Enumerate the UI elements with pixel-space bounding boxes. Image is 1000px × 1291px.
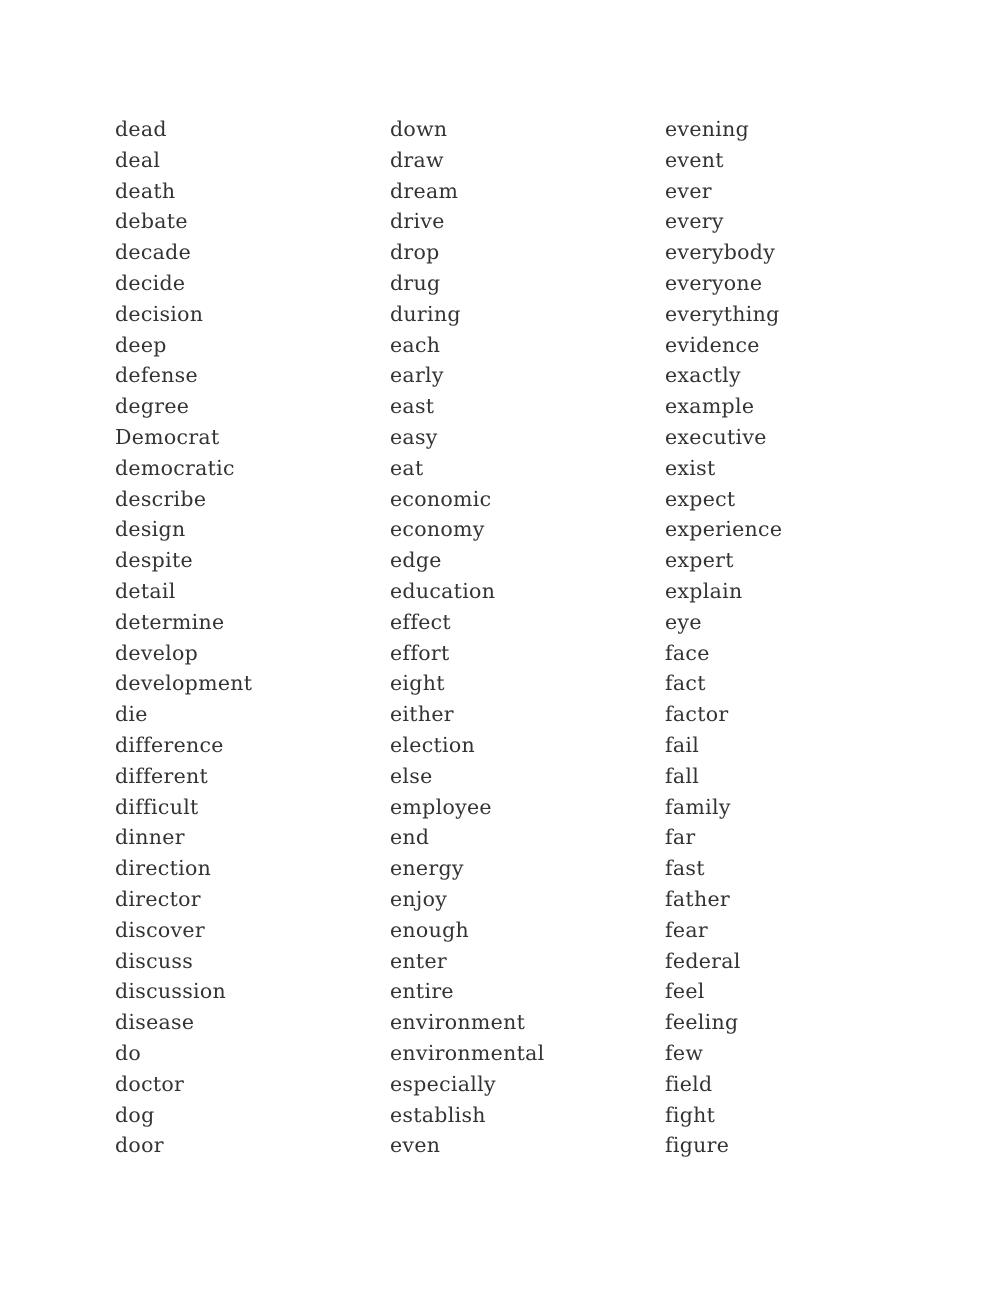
word-item: degree: [115, 394, 190, 419]
word-item: factor: [665, 702, 729, 727]
word-item: doctor: [115, 1071, 185, 1096]
word-item: environment: [390, 1010, 526, 1035]
word-item: face: [665, 640, 710, 665]
word-item: design: [115, 517, 186, 542]
word-item: decide: [115, 270, 186, 295]
word-item: drive: [390, 209, 445, 234]
word-item: figure: [665, 1133, 730, 1158]
word-item: everyone: [665, 270, 763, 295]
word-item: drug: [390, 270, 441, 295]
word-item: early: [390, 363, 444, 388]
word-item: east: [390, 394, 435, 419]
word-item: exactly: [665, 363, 741, 388]
word-item: develop: [115, 640, 199, 665]
word-item: death: [115, 178, 176, 203]
word-item: family: [665, 794, 731, 819]
word-item: director: [115, 886, 201, 911]
word-item: father: [665, 886, 730, 911]
word-item: executive: [665, 424, 767, 449]
word-item: especially: [390, 1071, 496, 1096]
word-item: energy: [390, 856, 464, 881]
word-item: entire: [390, 979, 454, 1004]
word-item: Democrat: [115, 424, 220, 449]
word-item: discussion: [115, 979, 227, 1004]
word-item: effort: [390, 640, 450, 665]
word-item: feel: [665, 979, 705, 1004]
word-item: far: [665, 825, 696, 850]
word-item: end: [390, 825, 430, 850]
word-item: each: [390, 332, 441, 357]
word-item: dead: [115, 117, 167, 141]
word-item: despite: [115, 548, 193, 573]
word-item: easy: [390, 424, 438, 449]
word-item: democratic: [115, 455, 235, 480]
word-item: discuss: [115, 948, 194, 973]
word-item: election: [390, 732, 476, 757]
word-item: deep: [115, 332, 167, 357]
word-item: effect: [390, 609, 451, 634]
word-item: enjoy: [390, 886, 448, 911]
word-item: event: [665, 147, 724, 172]
word-column-3: [665, 114, 782, 1161]
word-item: enough: [390, 917, 470, 942]
word-column-2: [390, 114, 545, 1161]
word-item: different: [115, 763, 209, 788]
word-item: defense: [115, 363, 198, 388]
word-item: fall: [665, 763, 700, 788]
word-item: enter: [390, 948, 448, 973]
word-item: even: [390, 1133, 441, 1158]
word-item: discover: [115, 917, 205, 942]
word-item: direction: [115, 856, 212, 881]
word-item: establish: [390, 1102, 486, 1127]
word-item: fast: [665, 856, 705, 881]
word-item: exist: [665, 455, 716, 480]
word-item: environmental: [390, 1040, 545, 1065]
word-item: else: [390, 763, 433, 788]
word-item: field: [665, 1071, 713, 1096]
word-item: everybody: [665, 240, 776, 265]
word-item: dinner: [115, 825, 185, 850]
word-item: eight: [390, 671, 445, 696]
word-item: either: [390, 702, 454, 727]
word-item: difficult: [115, 794, 199, 819]
word-item: employee: [390, 794, 492, 819]
word-item: during: [390, 301, 461, 326]
word-item: down: [390, 117, 448, 141]
word-item: fight: [665, 1102, 716, 1127]
word-item: economy: [390, 517, 485, 542]
word-item: decade: [115, 240, 192, 265]
word-column-1: [115, 114, 252, 1161]
word-item: evening: [665, 117, 750, 141]
word-item: few: [665, 1040, 704, 1065]
word-item: fact: [665, 671, 706, 696]
word-item: disease: [115, 1010, 195, 1035]
word-item: describe: [115, 486, 207, 511]
word-item: federal: [665, 948, 741, 973]
word-item: dog: [115, 1102, 155, 1127]
word-item: eye: [665, 609, 702, 634]
word-item: detail: [115, 578, 176, 603]
word-item: die: [115, 702, 148, 727]
word-item: everything: [665, 301, 780, 326]
word-item: dream: [390, 178, 459, 203]
word-item: deal: [115, 147, 161, 172]
word-item: explain: [665, 578, 743, 603]
word-item: determine: [115, 609, 225, 634]
word-item: fail: [665, 732, 700, 757]
word-item: eat: [390, 455, 424, 480]
word-item: draw: [390, 147, 444, 172]
word-item: ever: [665, 178, 712, 203]
word-item: development: [115, 671, 253, 696]
word-item: feeling: [665, 1010, 739, 1035]
word-item: evidence: [665, 332, 760, 357]
word-item: experience: [665, 517, 783, 542]
word-item: debate: [115, 209, 188, 234]
word-item: education: [390, 578, 496, 603]
word-item: do: [115, 1040, 142, 1065]
word-item: expert: [665, 548, 734, 573]
word-item: fear: [665, 917, 708, 942]
word-item: difference: [115, 732, 224, 757]
word-item: drop: [390, 240, 440, 265]
word-item: economic: [390, 486, 492, 511]
word-item: expect: [665, 486, 736, 511]
word-item: decision: [115, 301, 204, 326]
word-item: door: [115, 1133, 164, 1158]
word-item: example: [665, 394, 755, 419]
word-item: every: [665, 209, 724, 234]
word-item: edge: [390, 548, 442, 573]
